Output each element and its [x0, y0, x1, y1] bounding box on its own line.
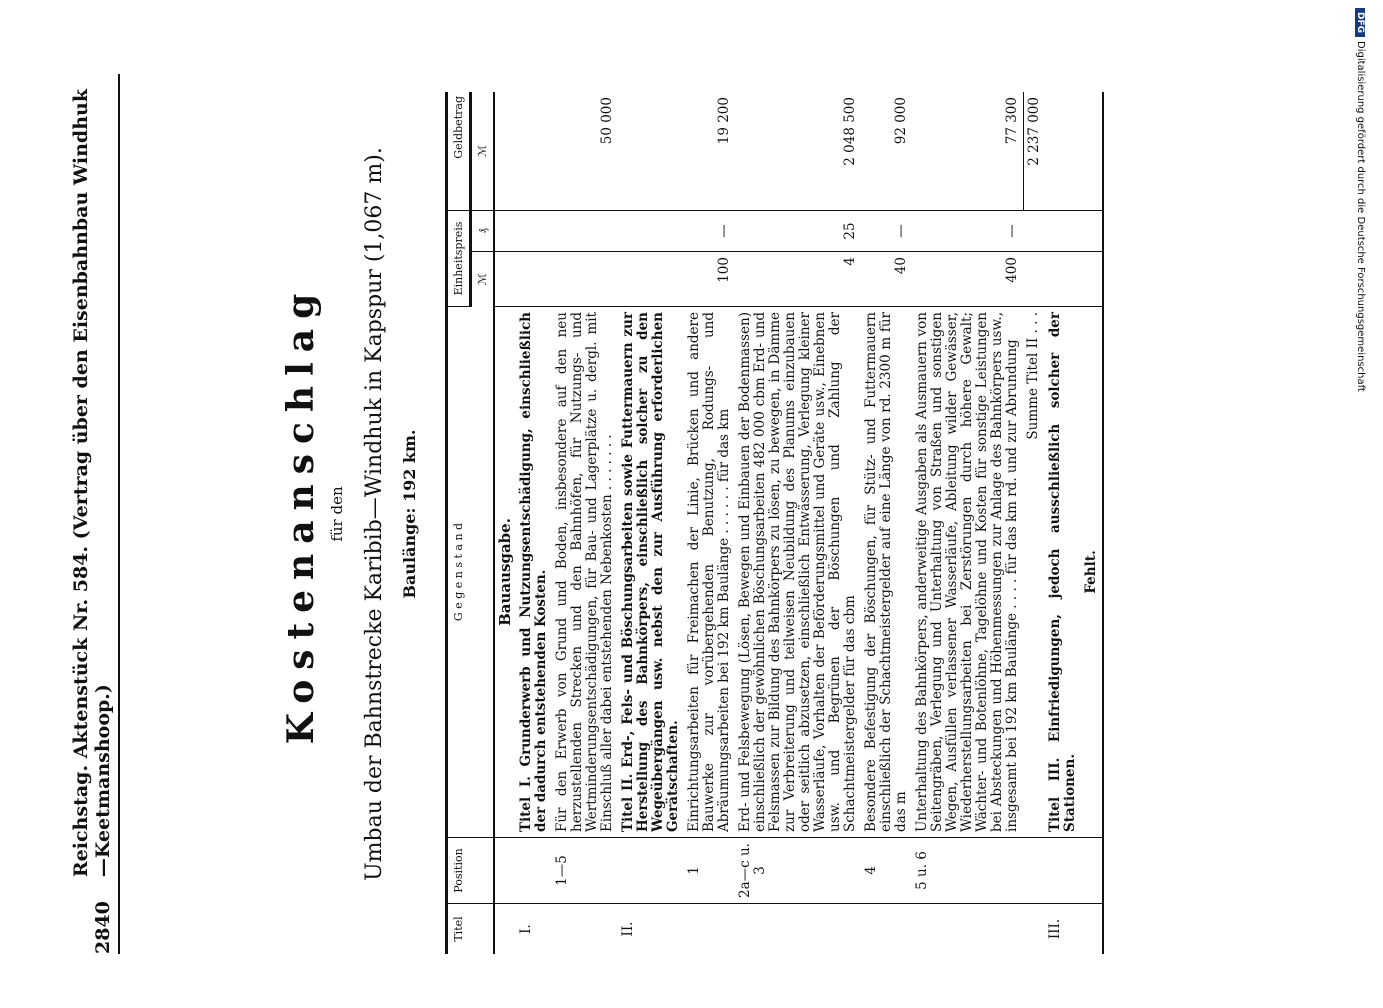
- header-einheitspreis: Einheitspreis: [447, 211, 471, 307]
- row-amount: 92 000: [861, 92, 912, 211]
- table-row: 1 Einrichtungsarbeiten für Freimachen der Linie, Brücken und andere Bauwerke zur vorübergehenden Benutzung, Rodungs- und Abräumungsarbeiten bei 192 km Baulänge . . . . . . für das km 100 — 19 200: [684, 92, 735, 954]
- digitization-note: [1353, 8, 1368, 1008]
- table-row: III. Titel III. Einfriedigungen, jedoch ausschließlich solcher der Stationen.: [1045, 92, 1081, 954]
- document-length: Baulänge: 192 km.: [400, 429, 419, 599]
- row-amount: 19 200: [684, 92, 735, 211]
- row-text: Fehlt.: [1081, 307, 1103, 838]
- row-text: Unterhaltung des Bahnkörpers, anderweitige Ausgaben als Ausmauern von Seitengräben, Verlegung und Unterhaltung von Straßen und sonstigen Wegen, Ausfüllen verlassener Wasserläufe, Ableitung wilder Gewässer, Wiederherstellungsarbeiten bei Zerstörungen durch höhere Gewalt; Wächter- und Botenlöhne, Tagelöhne und Kosten für sonstige Leistungen bei Absteckungen und Höhenmessungen zur Anlage des Bahnkörpers usw., insgesamt bei 192 km Baulänge . . . . für das km rd. und zur Abrundung: [912, 307, 1023, 838]
- row-text: Für den Erwerb von Grund und Boden, insbesondere auf den neu herzustellenden Strecken und den Bahnhöfen, für Nutzungs- und Wertminderungsentschädigungen, für Bau- und Lagerplätze u. dergl. mit Einschluß aller dabei entstehenden Nebenkosten . . . . . . .: [552, 307, 618, 838]
- header-mark: ℳ: [471, 252, 495, 307]
- table-row: I. Titel I. Grunderwerb und Nutzungsentschädigung, einschließlich der dadurch entstehenden Kosten.: [516, 92, 552, 954]
- table-row: 5 u. 6 Unterhaltung des Bahnkörpers, anderweitige Ausgaben als Ausmauern von Seitengräben, Verlegung und Unterhaltung von Straßen und sonstigen Wegen, Ausfüllen verlassener Wasserläufe, Ableitung wilder Gewässer, Wiederherstellungsarbeiten bei Zerstörungen durch höhere Gewalt; Wächter- und Botenlöhne, Tagelöhne und Kosten für sonstige Leistungen bei Absteckungen und Höhenmessungen zur Anlage des Bahnkörpers usw., insgesamt bei 192 km Baulänge . . . . für das km rd. und zur Abrundung 400 — 77 300: [912, 92, 1023, 954]
- rotated-page: [70, 54, 1320, 954]
- row-text: Titel III. Einfriedigungen, jedoch ausschließlich solcher der Stationen.: [1045, 307, 1081, 838]
- header-gegenstand: G e g e n s t a n d: [447, 307, 495, 838]
- table-row: 4 Besondere Befestigung der Böschungen, für Stütz- und Futtermauern einschließlich der Schachtmeistergelder auf eine Länge von rd. 2300 m für das m 40 — 92 000: [861, 92, 912, 954]
- sum-label: Summe Titel II . . .: [1023, 307, 1045, 838]
- table-row: 1—5 Für den Erwerb von Grund und Boden, insbesondere auf den neu herzustellenden Strecken und den Bahnhöfen, für Nutzungs- und Wertminderungsentschädigungen, für Bau- und Lagerplätze u. dergl. mit Einschluß aller dabei entstehenden Nebenkosten . . . . . . . 50 000: [552, 92, 618, 954]
- row-amount: 77 300: [912, 92, 1023, 211]
- running-head: [70, 74, 120, 954]
- document-fuer: für den: [328, 486, 346, 542]
- table-row: II. Titel II. Erd-, Fels- und Böschungsarbeiten sowie Futtermauern zur Herstellung des Bahnkörpers, einschließlich solcher zu den Wegeübergängen usw. nebst den zur Ausführung erforderlichen Gerätschaften.: [618, 92, 684, 954]
- row-text: Titel I. Grunderwerb und Nutzungsentschädigung, einschließlich der dadurch entstehenden Kosten.: [516, 307, 552, 838]
- cost-table: [445, 92, 1104, 954]
- header-geldbetrag-unit: ℳ: [471, 92, 495, 211]
- running-head-text: Reichstag. Aktenstück Nr. 584. (Vertrag über den Eisenbahnbau Windhuk—Keetmanshoop.): [70, 88, 114, 878]
- section-heading: Bauausgabe.: [494, 307, 516, 838]
- digitization-text: Digitalisierung gefördert durch die Deutsche Forschungsgemeinschaft: [1355, 41, 1366, 392]
- sum-amount: 2 237 000: [1023, 92, 1045, 211]
- table-row: [1023, 92, 1045, 954]
- row-text: Titel II. Erd-, Fels- und Böschungsarbeiten sowie Futtermauern zur Herstellung des Bahnkörpers, einschließlich solcher zu den Wegeübergängen usw. nebst den zur Ausführung erforderlichen Gerätschaften.: [618, 307, 684, 838]
- header-titel: Titel: [447, 904, 495, 955]
- page-number: 2840: [92, 901, 114, 954]
- row-text: Erd- und Felsbewegung (Lösen, Bewegen und Einbauen der Bodenmassen) einschließlich der gewöhnlichen Böschungsarbeiten 482 000 cbm Erd- und Felsmassen zur Bildung des Bahnkörpers zu lösen, zu bewegen, in Dämme zur Verbreiterung und teilweisen Neubildung des Planums einzubauen oder seitlich abzusetzen, einschließlich Entwässerung, Verlegung kleiner Wasserläufe, Vorhalten der Beförderungsmittel und Geräte usw., Einebnen usw. und Begrünen der Böschungen und Zahlung der Schachtmeistergelder für das cbm: [735, 307, 861, 838]
- row-text: Einrichtungsarbeiten für Freimachen der Linie, Brücken und andere Bauwerke zur vorübergehenden Benutzung, Rodungs- und Abräumungsarbeiten bei 192 km Baulänge . . . . . . für das km: [684, 307, 735, 838]
- dfg-logo: DFG: [1356, 8, 1366, 37]
- header-pf: ₰: [471, 211, 495, 252]
- document-title: Kostenanschlag: [280, 283, 322, 745]
- table-row: [1081, 92, 1103, 954]
- header-geldbetrag: Geldbetrag: [447, 92, 471, 211]
- header-position: Position: [447, 838, 495, 904]
- row-text: Besondere Befestigung der Böschungen, für Stütz- und Futtermauern einschließlich der Schachtmeistergelder auf eine Länge von rd. 2300 m für das m: [861, 307, 912, 838]
- row-amount: 2 048 500: [735, 92, 861, 211]
- table-row: 2a—c u. 3 Erd- und Felsbewegung (Lösen, Bewegen und Einbauen der Bodenmassen) einschließlich der gewöhnlichen Böschungsarbeiten 482 000 cbm Erd- und Felsmassen zur Bildung des Bahnkörpers zu lösen, zu bewegen, in Dämme zur Verbreiterung und teilweisen Neubildung des Planums einzubauen oder seitlich abzusetzen, einschließlich Entwässerung, Verlegung kleiner Wasserläufe, Vorhalten der Beförderungsmittel und Geräte usw., Einebnen usw. und Begrünen der Böschungen und Zahlung der Schachtmeistergelder für das cbm 4 25 2 048 500: [735, 92, 861, 954]
- row-amount: 50 000: [552, 92, 618, 211]
- document-subtitle: Umbau der Bahnstrecke Karibib—Windhuk in Kapspur (1,067 m).: [362, 147, 387, 881]
